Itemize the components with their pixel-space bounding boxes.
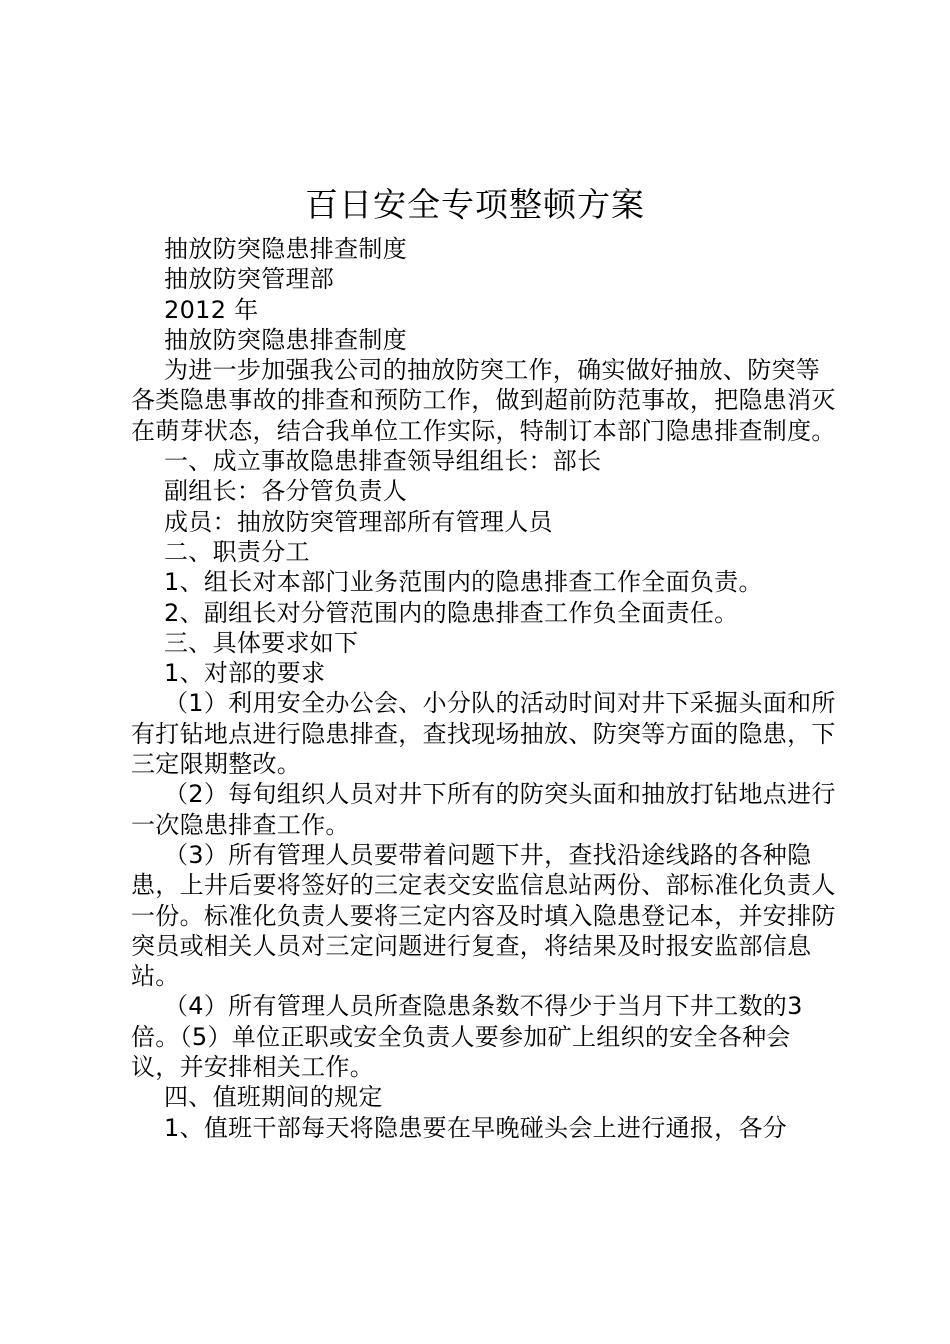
paragraph-intro: 为进一步加强我公司的抽放防突工作，确实做好抽放、防突等各类隐患事故的排查和预防工作，做到超前防范事故，把隐患消灭在萌芽状态，结合我单位工作实际，特制订本部门隐患排查制度。 (131, 356, 836, 445)
paragraph-section-4: 四、值班期间的规定 (164, 1083, 383, 1112)
paragraph-section-1: 一、成立事故隐患排查领导组组长：部长 (164, 447, 602, 476)
paragraph-members: 成员：抽放防突管理部所有管理人员 (164, 507, 553, 536)
paragraph-requirement-1: 1、对部的要求 (164, 659, 326, 688)
paragraph-item-4-5: （4）所有管理人员所查隐患条数不得少于当月下井工数的3 倍。（5）单位正职或安全负责人要参加矿上组织的安全各种会议，并安排相关工作。 (131, 992, 803, 1082)
paragraph-item-2: （2）每旬组织人员对井下所有的防突头面和抽放打钻地点进行一次隐患排查工作。 (131, 780, 836, 839)
paragraph-year: 2012 年 (164, 295, 259, 324)
paragraph-item-3: （3）所有管理人员要带着问题下井，查找沿途线路的各种隐患，上井后要将签好的三定表交安监信息站两份、部标准化负责人一份。标准化负责人要将三定内容及时填入隐患登记本，并安排防突员或相关人员对三定问题进行复查，将结果及时报安监部信息站。 (131, 840, 836, 991)
paragraph-duty-rule-1: 1、值班干部每天将隐患要在早晚碰头会上进行通报，各分 (164, 1113, 788, 1142)
paragraph-section-2: 二、职责分工 (164, 537, 310, 566)
document-title: 百日安全专项整顿方案 (305, 185, 645, 224)
paragraph-section-3: 三、具体要求如下 (164, 628, 359, 657)
paragraph-department: 抽放防突管理部 (164, 265, 335, 294)
document-body (131, 234, 836, 1143)
paragraph-subtitle: 抽放防突隐患排查制度 (164, 235, 407, 263)
paragraph-heading: 抽放防突隐患排查制度 (164, 325, 407, 354)
paragraph-deputy-leader: 副组长：各分管负责人 (164, 477, 407, 506)
paragraph-duty-2: 2、副组长对分管范围内的隐患排查工作负全面责任。 (164, 598, 739, 627)
paragraph-item-1: （1）利用安全办公会、小分队的活动时间对井下采掘头面和所有打钻地点进行隐患排查，查找现场抽放、防突等方面的隐患，下三定限期整改。 (131, 689, 836, 779)
paragraph-duty-1: 1、组长对本部门业务范围内的隐患排查工作全面负责。 (164, 568, 763, 597)
